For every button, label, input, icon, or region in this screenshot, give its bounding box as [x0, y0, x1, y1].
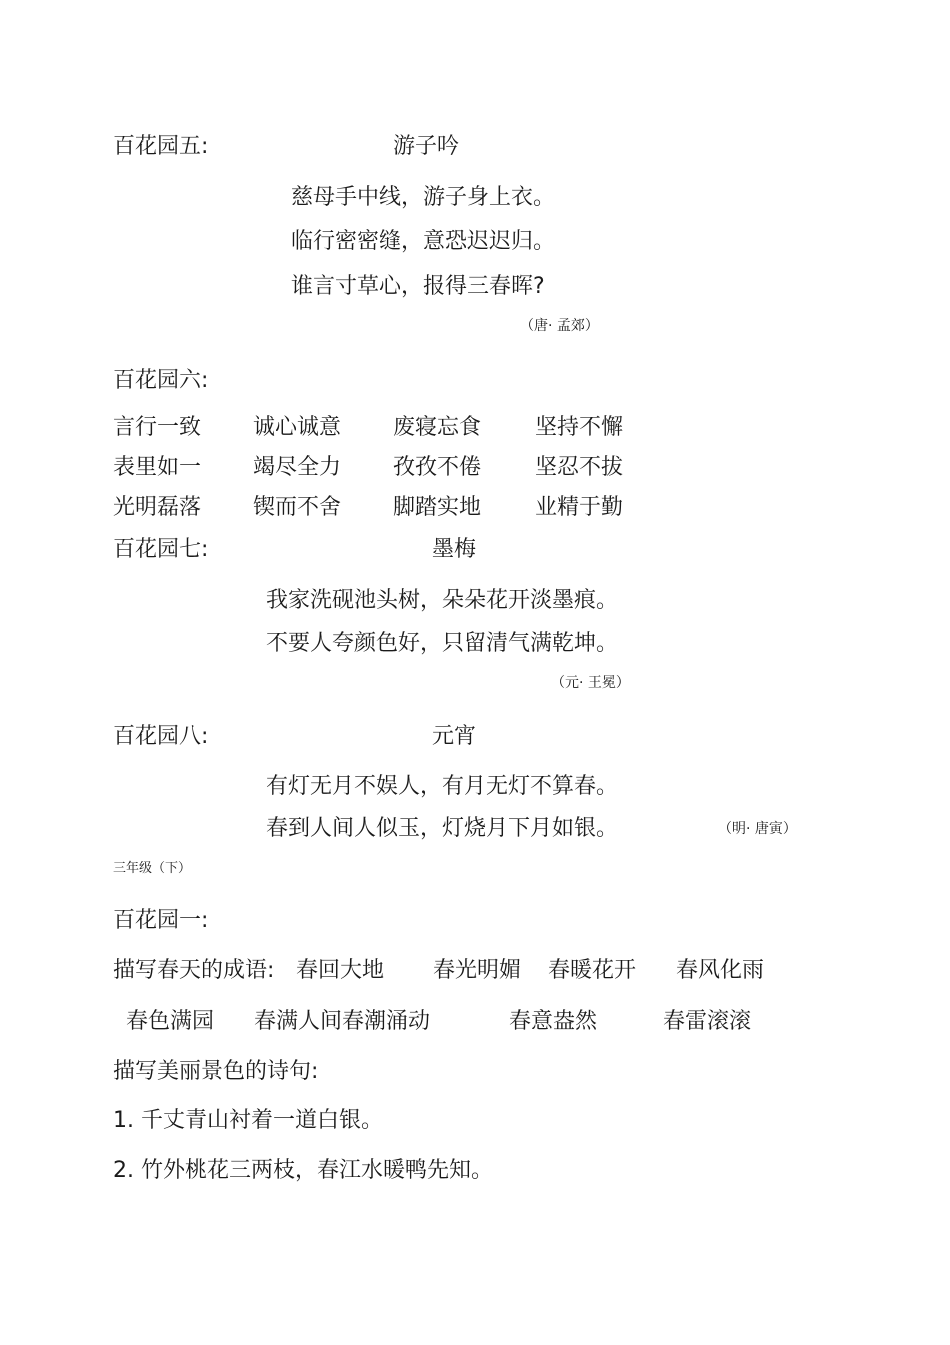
idiom-cell: 坚持不懈: [535, 415, 624, 440]
spring-idiom: 春满人间春潮涌动: [254, 1009, 431, 1034]
spring-idiom: 春回大地: [296, 958, 385, 983]
section5-poem-line-2: 临行密密缝，意恐迟迟归。: [291, 229, 556, 254]
idiom-cell: 锲而不舍: [253, 495, 342, 520]
spring-idiom: 春暖花开: [548, 958, 637, 983]
section5-poem-line-3: 谁言寸草心，报得三春晖?: [291, 274, 545, 299]
section7-poem-line-2: 不要人夸颜色好，只留清气满乾坤。: [266, 631, 619, 656]
idiom-cell: 言行一致: [113, 415, 202, 440]
idiom-cell: 诚心诚意: [253, 415, 342, 440]
section6-heading: 百花园六:: [113, 368, 209, 393]
section7-heading: 百花园七:: [113, 537, 209, 562]
section8-heading: 百花园八:: [113, 724, 209, 749]
spring-idiom: 春风化雨: [676, 958, 765, 983]
section7-poem-author: （元· 王冕）: [551, 675, 630, 691]
spring-idiom: 春雷滚滚: [663, 1009, 752, 1034]
section5-heading: 百花园五:: [113, 134, 209, 159]
section5-poem-line-1: 慈母手中线，游子身上衣。: [291, 185, 556, 210]
section8-poem-line-1: 有灯无月不娱人，有月无灯不算春。: [266, 774, 619, 799]
idiom-cell: 废寝忘食: [393, 415, 482, 440]
section8-poem-author: （明· 唐寅）: [718, 821, 797, 837]
section1-heading: 百花园一:: [113, 908, 209, 933]
spring-idioms-label: 描写春天的成语:: [113, 958, 275, 983]
idiom-cell: 光明磊落: [113, 495, 202, 520]
section8-poem-line-2: 春到人间人似玉，灯烧月下月如银。: [266, 816, 619, 841]
idiom-cell: 表里如一: [113, 455, 202, 480]
section7-poem-line-1: 我家洗砚池头树，朵朵花开淡墨痕。: [266, 588, 619, 613]
idiom-cell: 业精于勤: [535, 495, 624, 520]
idiom-cell: 坚忍不拔: [535, 455, 624, 480]
idiom-cell: 竭尽全力: [253, 455, 342, 480]
grade-label: 三年级（下）: [113, 861, 192, 876]
idiom-cell: 脚踏实地: [393, 495, 482, 520]
section7-poem-title: 墨梅: [432, 537, 477, 562]
scenery-poem-line: 2. 竹外桃花三两枝，春江水暖鸭先知。: [113, 1158, 493, 1183]
spring-idiom: 春色满园: [126, 1009, 215, 1034]
idiom-cell: 孜孜不倦: [393, 455, 482, 480]
scenery-poem-line: 1. 千丈青山衬着一道白银。: [113, 1108, 383, 1133]
spring-idiom: 春光明媚: [433, 958, 522, 983]
section8-poem-title: 元宵: [432, 724, 477, 749]
scenery-poems-label: 描写美丽景色的诗句:: [113, 1059, 319, 1084]
section5-poem-title: 游子吟: [393, 134, 460, 159]
spring-idiom: 春意盎然: [509, 1009, 598, 1034]
section5-poem-author: （唐· 孟郊）: [520, 318, 599, 334]
